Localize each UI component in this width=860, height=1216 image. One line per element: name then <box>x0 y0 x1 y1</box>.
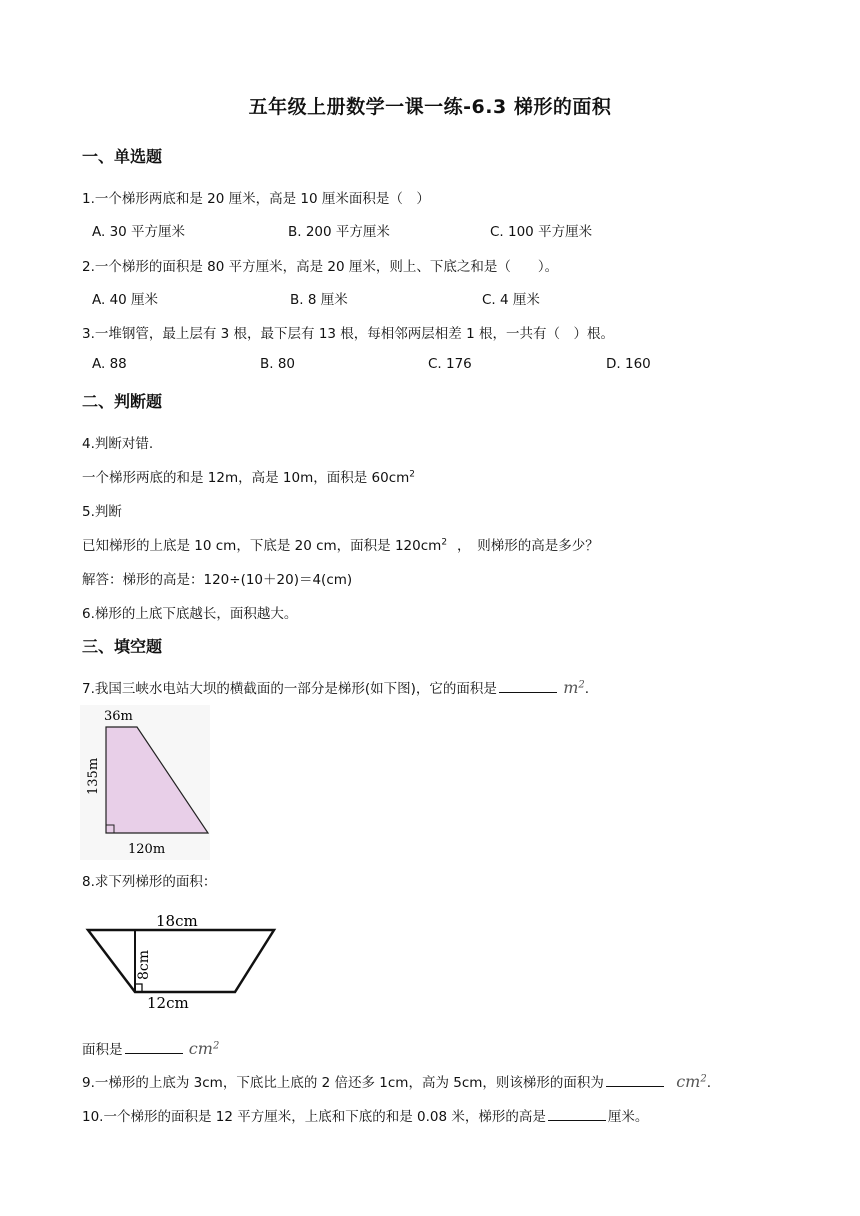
question-5-title: 5.判断 <box>82 504 122 520</box>
page-title: 五年级上册数学一课一练-6.3 梯形的面积 <box>248 96 612 118</box>
question-2-option-a: A. 40 厘米 <box>92 292 159 308</box>
question-9-end: . <box>706 1075 712 1091</box>
question-4-superscript: 2 <box>409 469 416 480</box>
question-10-answer-blank[interactable] <box>548 1108 606 1121</box>
question-4-statement <box>82 466 415 486</box>
question-2-option-b: B. 8 厘米 <box>290 292 348 308</box>
question-10-text: 10.一个梯形的面积是 12 平方厘米，上底和下底的和是 0.08 米，梯形的高是 <box>82 1109 546 1125</box>
question-7-unit-sup: 2 <box>578 679 585 691</box>
question-2-option-c: C. 4 厘米 <box>482 292 540 308</box>
question-3-option-d: D. 160 <box>606 356 651 372</box>
question-9-answer-blank[interactable] <box>606 1074 664 1087</box>
trapezoid-area-figure <box>84 908 280 1010</box>
question-9-line <box>82 1071 711 1091</box>
question-8-answer-prefix: 面积是 <box>82 1042 123 1058</box>
question-3-option-a: A. 88 <box>92 356 127 372</box>
question-5-statement-end: ， 则梯形的高是多少？ <box>457 538 599 554</box>
question-4-title: 4.判断对错. <box>82 436 154 452</box>
question-8-answer-line <box>82 1038 219 1058</box>
figure-top-label: 36m <box>104 709 133 724</box>
question-8-unit: cm <box>188 1039 213 1058</box>
question-9-text: 9.一梯形的上底为 3cm，下底比上底的 2 倍还多 1cm，高为 5cm，则该梯形的面积为 <box>82 1075 604 1091</box>
dam-cross-section-figure <box>80 705 210 860</box>
trapezoid-outline <box>88 930 274 992</box>
question-7-unit: m <box>563 678 579 697</box>
question-7-text: 7.我国三峡水电站大坝的横截面的一部分是梯形(如下图)，它的面积是 <box>82 681 497 697</box>
section-heading-true-false: 二、判断题 <box>82 392 163 411</box>
question-5-superscript: 2 <box>441 537 448 548</box>
question-1-option-c: C. 100 平方厘米 <box>490 224 593 240</box>
question-1-option-a: A. 30 平方厘米 <box>92 224 186 240</box>
question-1-text: 1.一个梯形两底和是 20 厘米，高是 10 厘米面积是（ ） <box>82 191 430 207</box>
question-10-end: 厘米。 <box>607 1109 649 1125</box>
question-7-line <box>82 677 589 697</box>
question-5-statement-text: 已知梯形的上底是 10 cm，下底是 20 cm，面积是 120cm <box>82 538 442 554</box>
question-5-solution: 解答：梯形的高是：120÷(10＋20)＝4(cm) <box>82 572 353 588</box>
question-1-option-b: B. 200 平方厘米 <box>288 224 390 240</box>
question-10-line <box>82 1105 648 1125</box>
figure-bottom-label: 120m <box>128 842 166 857</box>
figure-left-label: 135m <box>86 757 101 795</box>
question-7-end: . <box>584 681 590 697</box>
question-9-unit: cm <box>676 1072 701 1091</box>
question-3-option-c: C. 176 <box>428 356 472 372</box>
question-8-answer-blank[interactable] <box>125 1041 183 1054</box>
question-2-text: 2.一个梯形的面积是 80 平方厘米，高是 20 厘米，则上、下底之和是（ ）。 <box>82 259 559 275</box>
question-8-unit-sup: 2 <box>212 1040 220 1052</box>
figure-8-height-label: 8cm <box>136 949 152 980</box>
figure-8-bottom-label: 12cm <box>147 994 189 1010</box>
question-9-unit-sup: 2 <box>700 1073 707 1085</box>
section-heading-single-choice: 一、单选题 <box>82 147 163 166</box>
question-8-text: 8.求下列梯形的面积： <box>82 874 217 890</box>
figure-8-top-label: 18cm <box>156 912 198 930</box>
question-3-option-b: B. 80 <box>260 356 296 372</box>
question-3-text: 3.一堆钢管，最上层有 3 根，最下层有 13 根，每相邻两层相差 1 根，一共有（ ）根。 <box>82 326 614 342</box>
question-7-answer-blank[interactable] <box>499 680 557 693</box>
question-4-statement-text: 一个梯形两底的和是 12m，高是 10m，面积是 60cm <box>82 470 410 486</box>
question-5-statement <box>82 534 599 554</box>
section-heading-fill-blank: 三、填空题 <box>82 637 163 656</box>
question-6-text: 6.梯形的上底下底越长，面积越大。 <box>82 606 298 622</box>
